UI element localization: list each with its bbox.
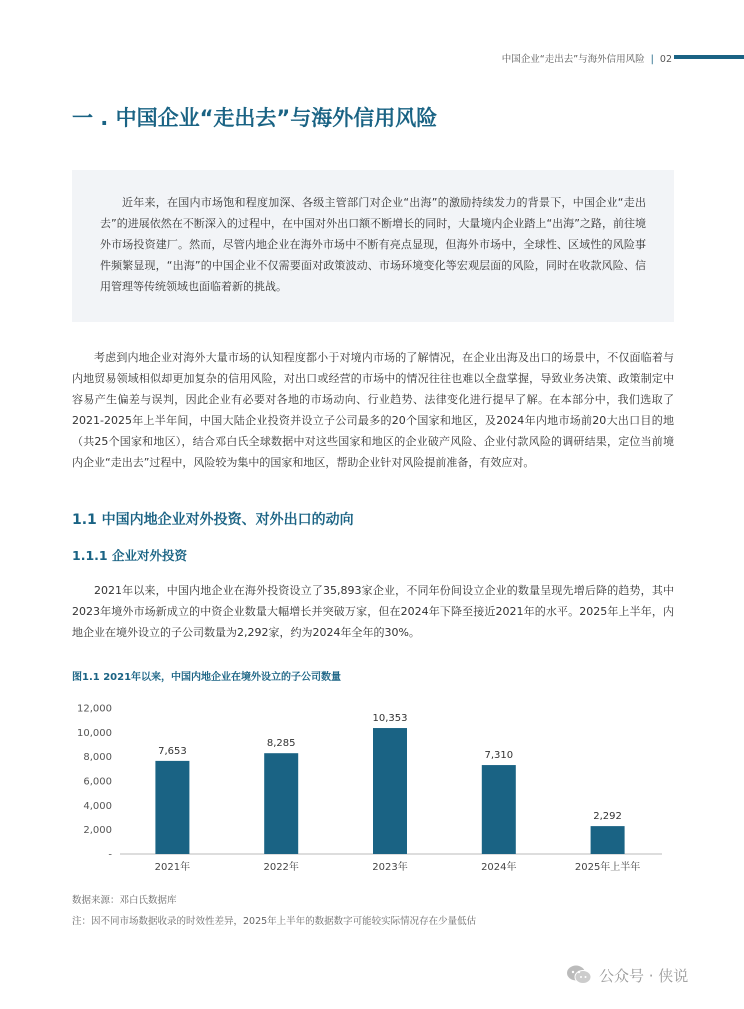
header-accent-bar — [674, 55, 744, 59]
bar-chart — [70, 692, 670, 882]
intro-box — [72, 170, 674, 322]
data-source: 数据来源：邓白氏数据库 — [72, 895, 177, 906]
y-tick-label: 2,000 — [83, 825, 112, 837]
intro-text: 近年来，在国内市场饱和程度加深、各级主管部门对企业“出海”的激励持续发力的背景下，中国企业“走出去”的进展依然在不断深入的过程中，在中国对外出口额不断增长的同时，大量境内企业踏上“出海”之路，前往境外市场投资建厂。然而，尽管内地企业在海外市场中不断有亮点显现，但海外市场中，全球性、区域性的风险事件频繁显现，“出海”的中国企业不仅需要面对政策波动、市场环境变化等宏观层面的风险，同时在收款风险、信用管理等传统领域也面临着新的挑战。 — [100, 196, 646, 293]
bar-value-label: 7,653 — [158, 745, 187, 757]
subsection-title: 1.1 中国内地企业对外投资、对外出口的动向 — [72, 512, 354, 528]
bar — [482, 765, 516, 854]
figure-title: 图1.1 2021年以来，中国内地企业在境外设立的子公司数量 — [72, 672, 342, 683]
x-category-label: 2025年上半年 — [574, 862, 641, 873]
x-category-label: 2024年 — [481, 862, 517, 873]
wechat-icon — [566, 964, 592, 986]
y-tick-label: - — [108, 849, 112, 861]
bar — [373, 728, 407, 854]
body-paragraph-2: 2021年以来，中国内地企业在海外投资设立了35,893家企业，不同年份间设立企业的数量呈现先增后降的趋势，其中2023年境外市场新成立的中资企业数量大幅增长并突破万家，但在2024年下降至接近2021年的水平。2025年上半年，内地企业在境外设立的子公司数量为2,292家，约为2024年全年的30%。 — [72, 584, 674, 639]
page-number: 02 — [659, 54, 672, 65]
bar-value-label: 2,292 — [593, 811, 622, 823]
y-tick-label: 10,000 — [77, 727, 112, 739]
header-separator: | — [650, 54, 654, 65]
y-tick-label: 4,000 — [83, 800, 112, 812]
y-tick-label: 8,000 — [83, 752, 112, 764]
subsubsection-title: 1.1.1 企业对外投资 — [72, 548, 187, 563]
section-title: 一 . 中国企业“走出去”与海外信用风险 — [72, 106, 438, 130]
x-category-label: 2021年 — [154, 862, 191, 873]
chart-note: 注：因不同市场数据收录的时效性差异，2025年上半年的数据数字可能较实际情况存在少量低估 — [72, 916, 477, 927]
y-tick-label: 12,000 — [77, 703, 112, 715]
bar-value-label: 10,353 — [372, 713, 408, 725]
bar — [155, 761, 189, 854]
watermark — [566, 964, 688, 986]
running-header — [502, 51, 672, 65]
bar-value-label: 7,310 — [484, 750, 514, 762]
bar-value-label: 8,285 — [266, 738, 296, 750]
running-title: 中国企业“走出去”与海外信用风险 — [501, 54, 645, 65]
x-category-label: 2023年 — [372, 862, 408, 873]
x-category-label: 2022年 — [263, 862, 299, 873]
body-paragraph-1: 考虑到内地企业对海外大量市场的认知程度都小于对境内市场的了解情况，在企业出海及出口的场景中，不仅面临着与内地贸易领域相似却更加复杂的信用风险，对出口或经营的市场中的情况往往也难以全盘掌握，导致业务决策、政策制定中容易产生偏差与误判，因此企业有必要对各地的市场动向、行业趋势、法律变化进行提早了解。在本部分中，我们选取了2021-2025年上半年间，中国大陆企业投资并设立子公司最多的20个国家和地区，及2024年内地市场前20大出口目的地（共25个国家和地区），结合邓白氏全球数据中对这些国家和地区的企业破产风险、企业付款风险的调研结果，定位当前境内企业“走出去”过程中，风险较为集中的国家和地区，帮助企业针对风险提前准备，有效应对。 — [72, 351, 674, 469]
bar — [591, 826, 625, 854]
watermark-text: 公众号 · 侠说 — [599, 966, 689, 985]
y-tick-label: 6,000 — [83, 776, 112, 788]
bar — [264, 753, 298, 854]
